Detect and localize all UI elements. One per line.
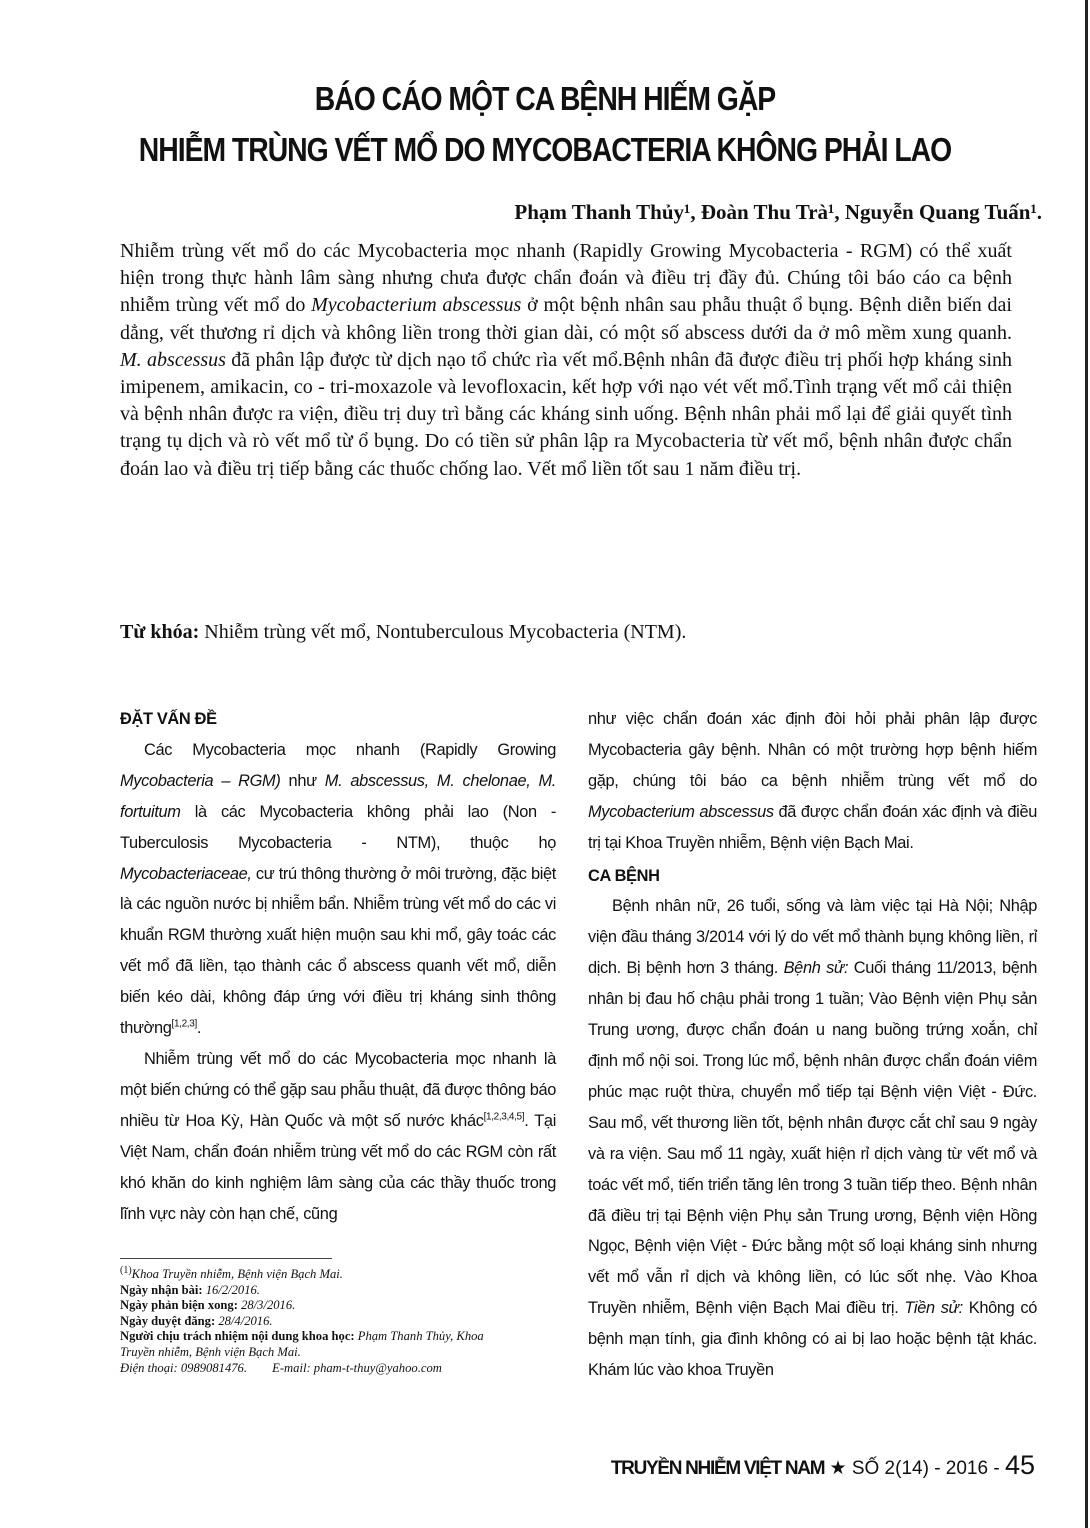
- text-run: đã được chẩn đoán xác định và điều trị tại Khoa Truyền nhiễm, Bệnh viện Bạch Mai.: [588, 802, 1037, 852]
- text-run: Nhiễm trùng vết mổ, Nontuberculous Mycobacteria (NTM).: [199, 621, 687, 643]
- text-run: Mycobacterium abscessus: [311, 294, 522, 317]
- footnote-line: [120, 1329, 560, 1345]
- section-heading-case: CA BỆNH: [588, 866, 660, 885]
- footnote-line: [120, 1314, 560, 1330]
- left-column: [120, 704, 556, 1229]
- paragraph: [120, 735, 556, 1044]
- text-run: Cuối tháng 11/2013, bệnh nhân bị đau hố chậu phải trong 1 tuần; Vào Bệnh viện Phụ sản Trung ương, được chẩn đoán u nang buồng trứng xoắn, chỉ định mổ nội soi. Trong lúc mổ, bệnh nhân được chẩn đoán viêm phúc mạc ruột thừa, chuyển mổ tiếp tại Bệnh viện Việt - Đức. Sau mổ, vết thương liền tốt, bệnh nhân được cắt chỉ sau 9 ngày và ra viện. Sau mổ 11 ngày, xuất hiện rỉ dịch vàng từ vết mổ và toác vết mổ, tiến triển tăng lên trong 3 tuần tiếp theo. Bệnh nhân đã điều trị tại Bệnh viện Phụ sản Trung ương, Bệnh viện Hồng Ngọc, Bệnh viện Việt - Đức bằng một số loại kháng sinh nhưng vết mổ vẫn rỉ dịch và không liền, có lúc sốt nhẹ. Vào Khoa Truyền nhiễm, Bệnh viện Bạch Mai điều trị.: [588, 959, 1038, 1318]
- text-run: Nhiễm trùng vết mổ do các Mycobacteria mọc nhanh là một biến chứng có thể gặp sau phẫu thuật, đã được thông báo nhiều từ Hoa Kỳ, Hàn Quốc và một số nước khác: [120, 1049, 556, 1130]
- keywords: [120, 621, 1012, 644]
- text-run: Nhiễm trùng vết mổ do các Mycobacteria mọc nhanh (Rapidly Growing Mycobacteria - RGM) có thể xuất hiện trong thực hành lâm sàng nhưng chưa được chẩn đoán và điều trị đầy đủ. Chúng tôi báo cáo ca bệnh nhiễm trùng vết mổ do: [120, 240, 1012, 317]
- text-run: Bệnh sử:: [783, 959, 849, 978]
- text-run: Các Mycobacteria mọc nhanh (Rapidly Growing: [144, 740, 556, 759]
- text-run: 28/4/2016.: [218, 1313, 273, 1328]
- section-heading-introduction: ĐẶT VẤN ĐỀ: [120, 710, 217, 728]
- paragraph: [588, 704, 1037, 859]
- footnote-line: [120, 1345, 560, 1361]
- text-run: Khoa Truyền nhiễm, Bệnh viện Bạch Mai.: [131, 1267, 343, 1281]
- text-run: như việc chẩn đoán xác định đòi hỏi phải phân lập được Mycobacteria gây bệnh. Nhân có một trường hợp bệnh hiếm gặp, chúng tôi báo ca bệnh nhiễm trùng vết mổ do: [588, 710, 1037, 790]
- issue-info: SỐ 2(14) - 2016 -: [846, 1458, 1005, 1479]
- text-run: Ngày phản biện xong:: [120, 1298, 242, 1313]
- text-run: Bệnh nhân nữ, 26 tuổi, sống và làm việc tại Hà Nội; Nhập viện đầu tháng 3/2014 với lý do vết mổ thành bụng không liền, rỉ dịch. Bị bệnh hơn 3 tháng.: [588, 897, 1037, 978]
- text-run: ở một bệnh nhân sau phẫu thuật ổ bụng. Bệnh diễn biến dai dẳng, vết thương rỉ dịch và không liền trong thời gian dài, có một số abscess dưới da ở mô mềm xung quanh.: [120, 294, 1012, 344]
- text-run: Điện thoại: 0989081476. E-mail: pham-t-thuy@yahoo.com: [120, 1360, 442, 1375]
- text-run: (1): [120, 1264, 132, 1276]
- text-run: [1,2,3,4,5]: [483, 1111, 525, 1123]
- text-run: Ngày nhận bài:: [120, 1282, 206, 1297]
- footnote-line: [120, 1298, 560, 1314]
- star-icon: ★: [829, 1458, 847, 1479]
- text-run: Mycobacterium abscessus: [588, 802, 774, 821]
- page-footer: [611, 1450, 1035, 1481]
- right-column: [588, 704, 1037, 1386]
- article-title-line-2: NHIỄM TRÙNG VẾT MỔ DO MYCOBACTERIA KHÔNG PHẢI LAO: [138, 131, 952, 168]
- paragraph: [588, 891, 1037, 1386]
- footnote-line: [120, 1283, 560, 1299]
- text-run: Phạm Thanh Thủy, Khoa: [357, 1329, 484, 1344]
- text-run: cư trú thông thường ở môi trường, đặc biệt là các nguồn nước bị nhiễm bẩn. Nhiễm trùng vết mổ do các vi khuẩn RGM thường xuất hiện muộn sau khi mổ, gây toác các vết mổ đã liền, tạo thành các ổ abscess quanh vết mổ, diễn biến kéo dài, không đáp ứng với điều trị kháng sinh thông thường: [120, 864, 556, 1038]
- text-run: [1,2,3]: [171, 1018, 197, 1030]
- authors: Phạm Thanh Thủy¹, Đoàn Thu Trà¹, Nguyễn Quang Tuấn¹.: [514, 200, 1042, 224]
- scan-edge: [1085, 0, 1088, 1528]
- text-run: Từ khóa:: [120, 621, 200, 643]
- text-run: Tiền sử:: [904, 1299, 963, 1318]
- text-run: 28/3/2016.: [241, 1298, 296, 1313]
- text-run: Không có bệnh mạn tính, gia đình không có ai bị lao hoặc bệnh tật khác. Khám lúc vào khoa Truyền: [588, 1299, 1038, 1380]
- text-run: là các Mycobacteria không phải lao (Non - Tuberculosis Mycobacteria - NTM), thuộc họ: [120, 802, 556, 852]
- footnotes: [120, 1264, 560, 1376]
- journal-name: TRUYỀN NHIỄM VIỆT NAM: [610, 1458, 825, 1479]
- text-run: Mycobacteria – RGM): [120, 771, 281, 790]
- paragraph: [120, 1044, 556, 1229]
- text-run: .: [196, 1019, 202, 1038]
- text-run: M. abscessus: [120, 348, 226, 371]
- text-run: M. abscessus, M. chelonae, M. fortuitum: [120, 771, 557, 821]
- text-run: như: [280, 771, 325, 790]
- footnote-line: [120, 1361, 560, 1377]
- footnote-divider: [120, 1258, 332, 1259]
- text-run: Mycobacteriaceae,: [120, 864, 252, 883]
- text-run: Ngày duyệt đăng:: [120, 1313, 219, 1328]
- text-run: đã phân lập được từ dịch nạo tổ chức rìa vết mổ.Bệnh nhân đã được điều trị phối hợp kháng sinh imipenem, amikacin, co - tri-moxazole và levofloxacin, kết hợp với nạo vét vết mổ.Tình trạng vết mổ cải thiện và bệnh nhân được ra viện, điều trị duy trì bằng các kháng sinh uống. Bệnh nhân phải mổ lại để giải quyết tình trạng tụ dịch và rò vết mổ từ ổ bụng. Do có tiền sử phân lập ra Mycobacteria từ vết mổ, bệnh nhân được chẩn đoán lao và điều trị tiếp bằng các thuốc chống lao. Vết mổ liền tốt sau 1 năm điều trị.: [120, 348, 1012, 480]
- text-run: . Tại Việt Nam, chẩn đoán nhiễm trùng vết mổ do các RGM còn rất khó khăn do kinh nghiệm lâm sàng của các thầy thuốc trong lĩnh vực này còn hạn chế, cũng: [120, 1111, 556, 1223]
- article-title-line-1: BÁO CÁO MỘT CA BỆNH HIẾM GẶP: [314, 80, 776, 117]
- footnote-line: [120, 1264, 560, 1283]
- abstract: [120, 238, 1012, 483]
- text-run: Người chịu trách nhiệm nội dung khoa học:: [120, 1329, 358, 1344]
- text-run: Truyền nhiễm, Bệnh viện Bạch Mai.: [120, 1344, 301, 1359]
- page-number: 45: [1004, 1450, 1035, 1480]
- text-run: 16/2/2016.: [205, 1282, 260, 1297]
